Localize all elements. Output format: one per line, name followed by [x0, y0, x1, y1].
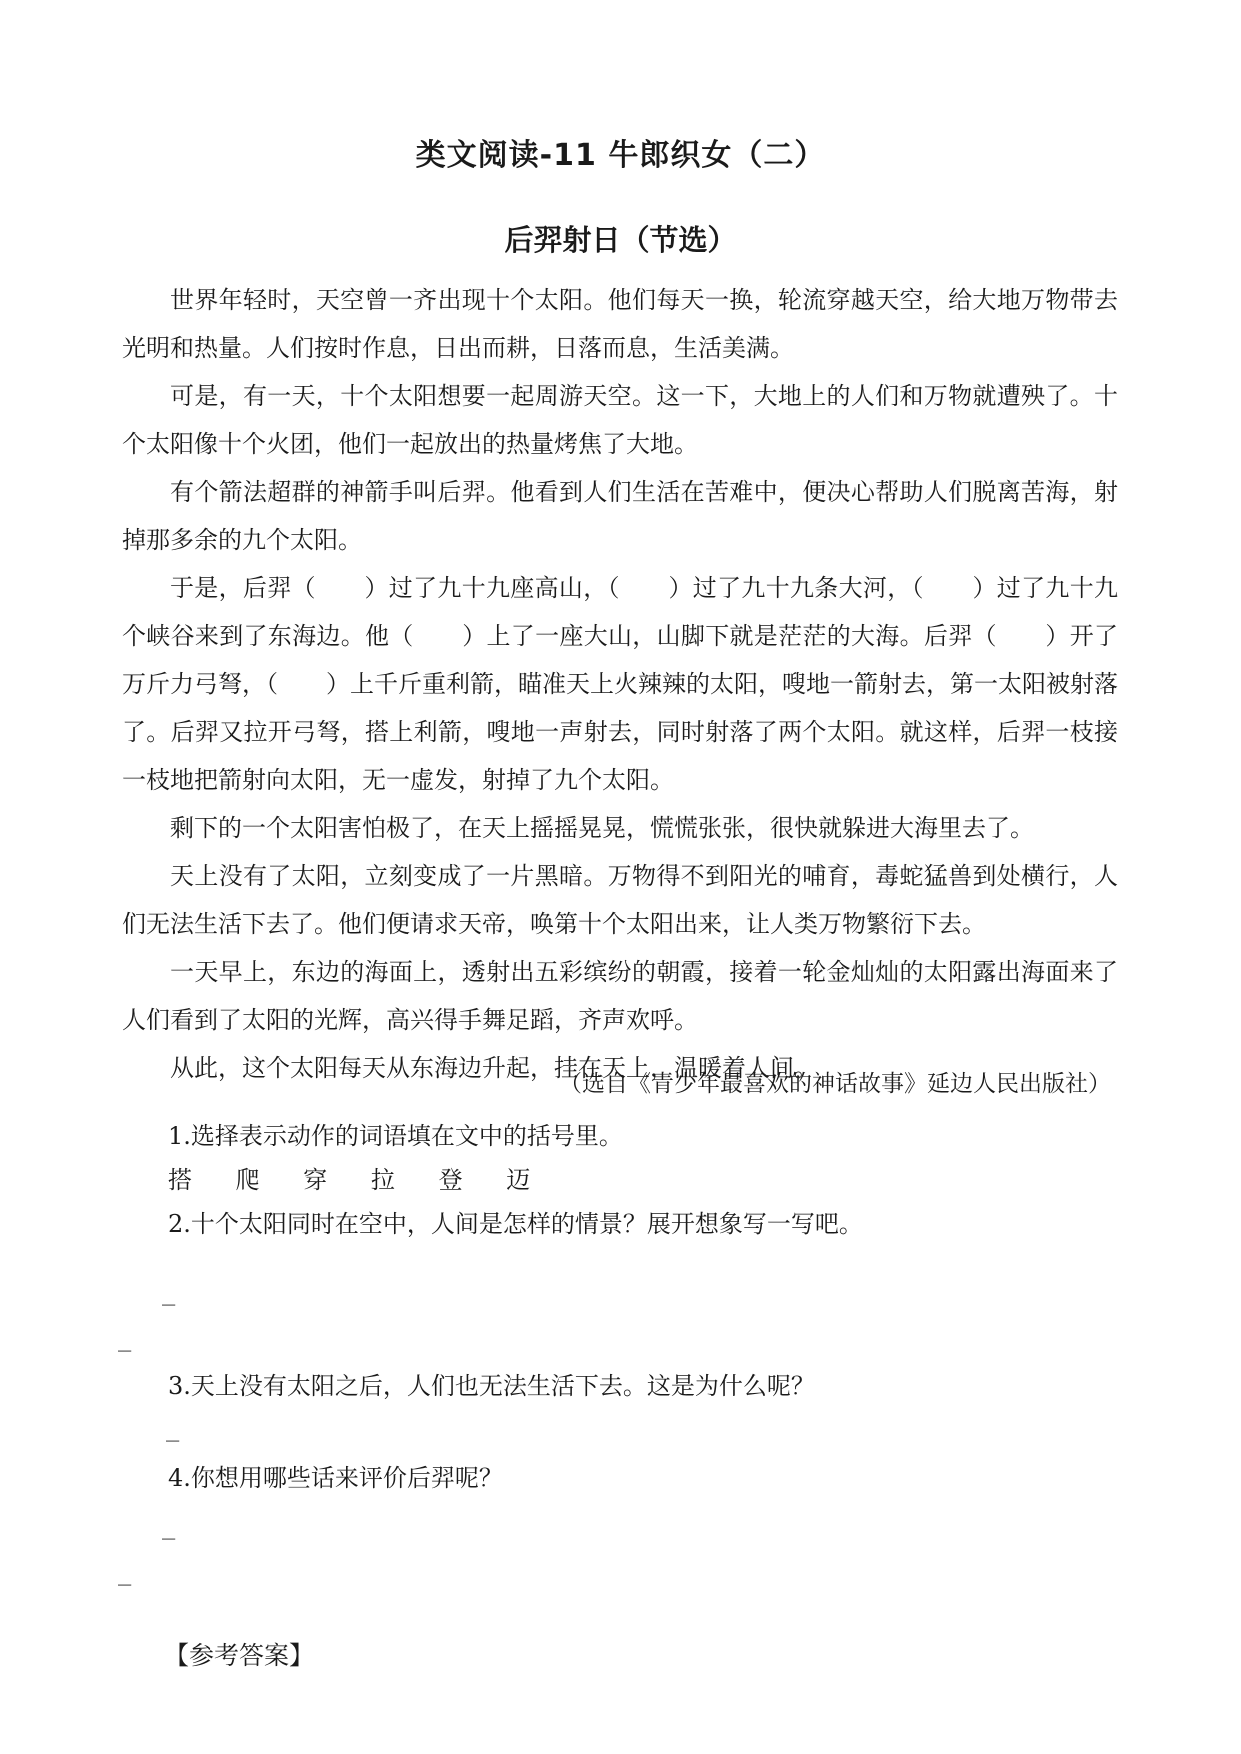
word-choice: 迈: [506, 1166, 531, 1194]
paragraph: 从此，这个太阳每天从东海边升起，挂在天上，温暖着人间。: [170, 1054, 818, 1082]
paragraph: 可是，有一天，十个太阳想要一起周游天空。这一下，大地上的人们和万物就遭殃了。十个太阳像十个火团，他们一起放出的热量烤焦了大地。: [122, 382, 1118, 458]
word-choices: [168, 1160, 566, 1200]
paragraph: 有个箭法超群的神箭手叫后羿。他看到人们生活在苦难中，便决心帮助人们脱离苦海，射掉那多余的九个太阳。: [122, 478, 1118, 554]
word-choice: 登: [438, 1166, 463, 1194]
article-title: 后羿射日（节选）: [504, 223, 737, 257]
paragraph: 于是，后羿（ ）过了九十九座高山，（ ）过了九十九条大河，（ ）过了九十九个峡谷来到了东海边。他（ ）上了一座大山，山脚下就是茫茫的大海。后羿（ ）开了万斤力弓弩，（ ）上千斤重利箭，瞄准天上火辣辣的太阳，嗖地一箭射去，第一太阳被射落了。后羿又拉开弓弩，搭上利箭，嗖地一声射去，同时射落了两个太阳。就这样，后羿一枝接一枝地把箭射向太阳，无一虚发，射掉了九个太阳。: [122, 574, 1118, 794]
paragraph: 剩下的一个太阳害怕极了，在天上摇摇晃晃，慌慌张张，很快就躲进大海里去了。: [170, 814, 1034, 842]
word-choice: 搭: [168, 1166, 192, 1194]
answer-blank[interactable]: _: [118, 1561, 132, 1586]
word-choice: 拉: [370, 1166, 395, 1194]
answer-blank[interactable]: _: [118, 1327, 132, 1352]
answer-blank[interactable]: _: [162, 1515, 176, 1540]
question-1: 1.选择表示动作的词语填在文中的括号里。: [168, 1122, 623, 1150]
paragraph: 天上没有了太阳，立刻变成了一片黑暗。万物得不到阳光的哺育，毒蛇猛兽到处横行，人们无法生活下去了。他们便请求天帝，唤第十个太阳出来，让人类万物繁衍下去。: [122, 862, 1118, 938]
answer-blank[interactable]: _: [166, 1417, 180, 1442]
question-3: 3.天上没有太阳之后，人们也无法生活下去。这是为什么呢？: [168, 1372, 815, 1400]
word-choice: 穿: [303, 1166, 328, 1194]
paragraph: 一天早上，东边的海面上，透射出五彩缤纷的朝霞，接着一轮金灿灿的太阳露出海面来了人们看到了太阳的光辉，高兴得手舞足蹈，齐声欢呼。: [122, 958, 1118, 1034]
answer-blank[interactable]: _: [162, 1281, 176, 1306]
question-2: 2.十个太阳同时在空中，人间是怎样的情景？展开想象写一写吧。: [168, 1210, 863, 1238]
word-choice: 爬: [235, 1166, 260, 1194]
paragraph: 世界年轻时，天空曾一齐出现十个太阳。他们每天一换，轮流穿越天空，给大地万物带去光明和热量。人们按时作息，日出而耕，日落而息，生活美满。: [122, 286, 1118, 362]
source-citation: （选自《青少年最喜欢的神话故事》延边人民出版社）: [559, 1071, 1111, 1097]
article-body: [122, 276, 1118, 1092]
question-4: 4.你想用哪些话来评价后羿呢？: [168, 1464, 503, 1492]
page-title: 类文阅读-11 牛郎织女（二）: [415, 138, 826, 173]
answer-key-header: 【参考答案】: [164, 1641, 315, 1670]
